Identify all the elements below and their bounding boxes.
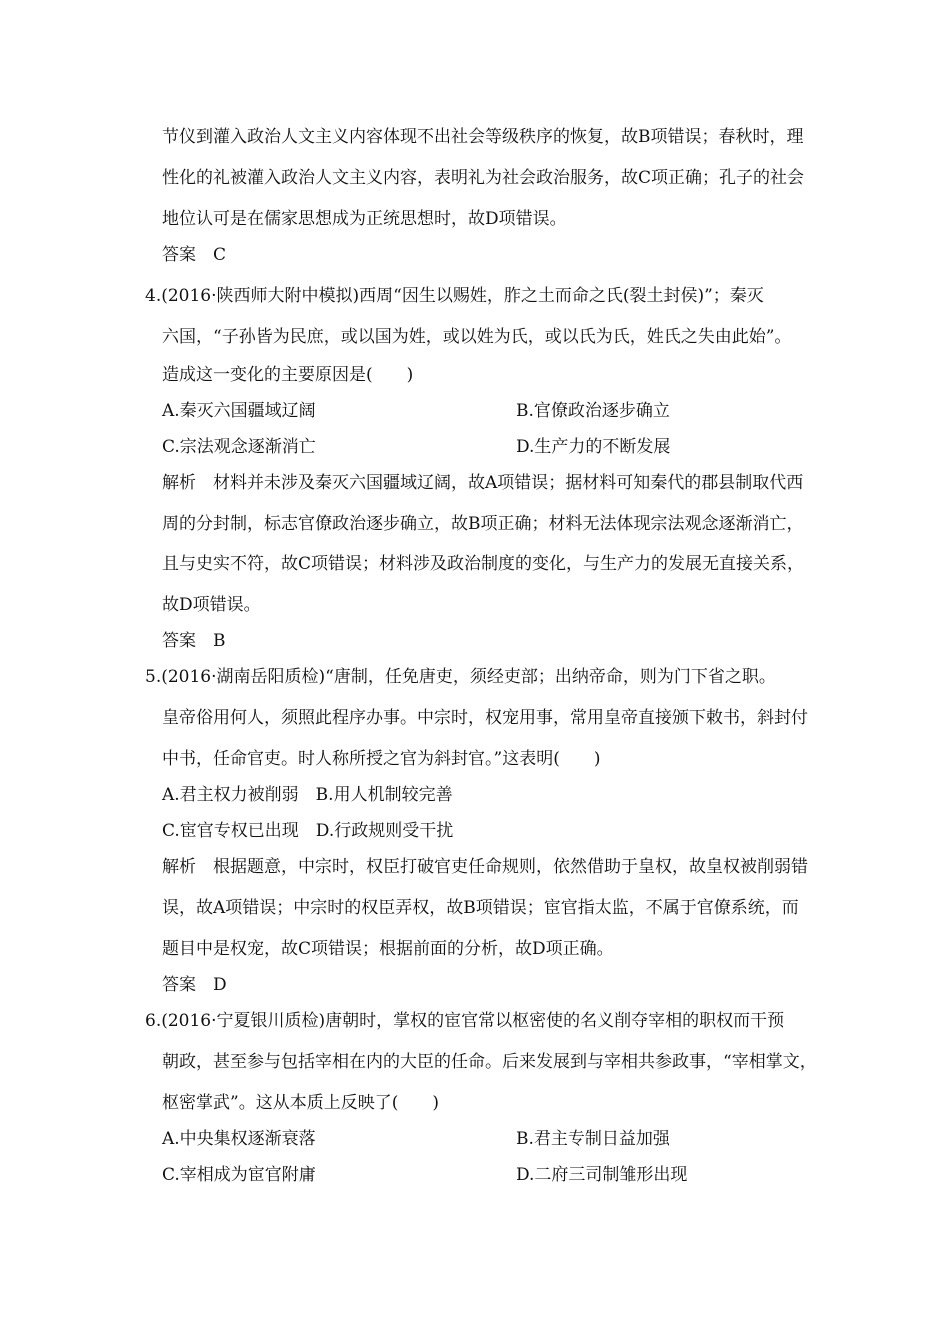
intro-line: 节仪到灌入政治人文主义内容体现不出社会等级秩序的恢复，故B项错误；春秋时，理 <box>162 127 804 147</box>
option-c-d: C.宦官专权已出现 D.行政规则受干扰 <box>162 821 454 841</box>
analysis-line: 误，故A项错误；中宗时的权臣弄权，故B项错误；宦官指太监，不属于官僚系统，而 <box>162 898 799 918</box>
option-b: B.君主专制日益加强 <box>516 1129 670 1149</box>
analysis-line: 且与史实不符，故C项错误；材料涉及政治制度的变化，与生产力的发展无直接关系， <box>162 554 805 574</box>
intro-line: 地位认可是在儒家思想成为正统思想时，故D项错误。 <box>162 209 567 229</box>
analysis-line: 故D项错误。 <box>162 595 261 615</box>
intro-line: 性化的礼被灌入政治人文主义内容，表明礼为社会政治服务，故C项正确；孔子的社会 <box>162 168 805 188</box>
analysis-line: 周的分封制，标志官僚政治逐步确立，故B项正确；材料无法体现宗法观念逐渐消亡， <box>162 514 804 534</box>
question-5-stem: 皇帝俗用何人，须照此程序办事。中宗时，权宠用事，常用皇帝直接颁下敕书，斜封付 <box>162 708 808 728</box>
option-c: C.宰相成为宦官附庸 <box>162 1165 316 1185</box>
option-a-b: A.君主权力被削弱 B.用人机制较完善 <box>162 785 453 805</box>
option-c: C.宗法观念逐渐消亡 <box>162 437 316 457</box>
option-a: A.秦灭六国疆域辽阔 <box>162 401 316 421</box>
question-6-stem: 枢密掌武”。这从本质上反映了( ) <box>162 1093 439 1113</box>
question-4-stem: 造成这一变化的主要原因是( ) <box>162 365 414 385</box>
option-b: B.官僚政治逐步确立 <box>516 401 670 421</box>
analysis-line: 解析 根据题意，中宗时，权臣打破官吏任命规则，依然借助于皇权，故皇权被削弱错 <box>162 857 808 877</box>
question-5-stem: 5.(2016·湖南岳阳质检)“唐制，任免唐吏，须经吏部；出纳帝命，则为门下省之职。 <box>145 667 776 687</box>
answer-label: 答案 B <box>162 631 226 651</box>
option-d: D.二府三司制雏形出现 <box>516 1165 688 1185</box>
option-d: D.生产力的不断发展 <box>516 437 671 457</box>
question-6-stem: 朝政，甚至参与包括宰相在内的大臣的任命。后来发展到与宰相共参政事，“宰相掌文， <box>162 1052 817 1072</box>
answer-label: 答案 D <box>162 975 227 995</box>
question-4-stem: 4.(2016·陕西师大附中模拟)西周“因生以赐姓，胙之土而命之氏(裂土封侯)”；秦灭 <box>145 286 764 306</box>
question-6-stem: 6.(2016·宁夏银川质检)唐朝时，掌权的宦官常以枢密使的名义削夺宰相的职权而干预 <box>145 1011 785 1031</box>
question-4-stem: 六国，“子孙皆为民庶，或以国为姓，或以姓为氏，或以氏为氏，姓氏之失由此始”。 <box>162 327 792 347</box>
answer-label: 答案 C <box>162 245 227 265</box>
question-5-stem: 中书，任命官吏。时人称所授之官为斜封官。”这表明( ) <box>162 749 601 769</box>
option-a: A.中央集权逐渐衰落 <box>162 1129 316 1149</box>
analysis-line: 解析 材料并未涉及秦灭六国疆域辽阔，故A项错误；据材料可知秦代的郡县制取代西 <box>162 473 804 493</box>
analysis-line: 题目中是权宠，故C项错误；根据前面的分析，故D项正确。 <box>162 939 614 959</box>
